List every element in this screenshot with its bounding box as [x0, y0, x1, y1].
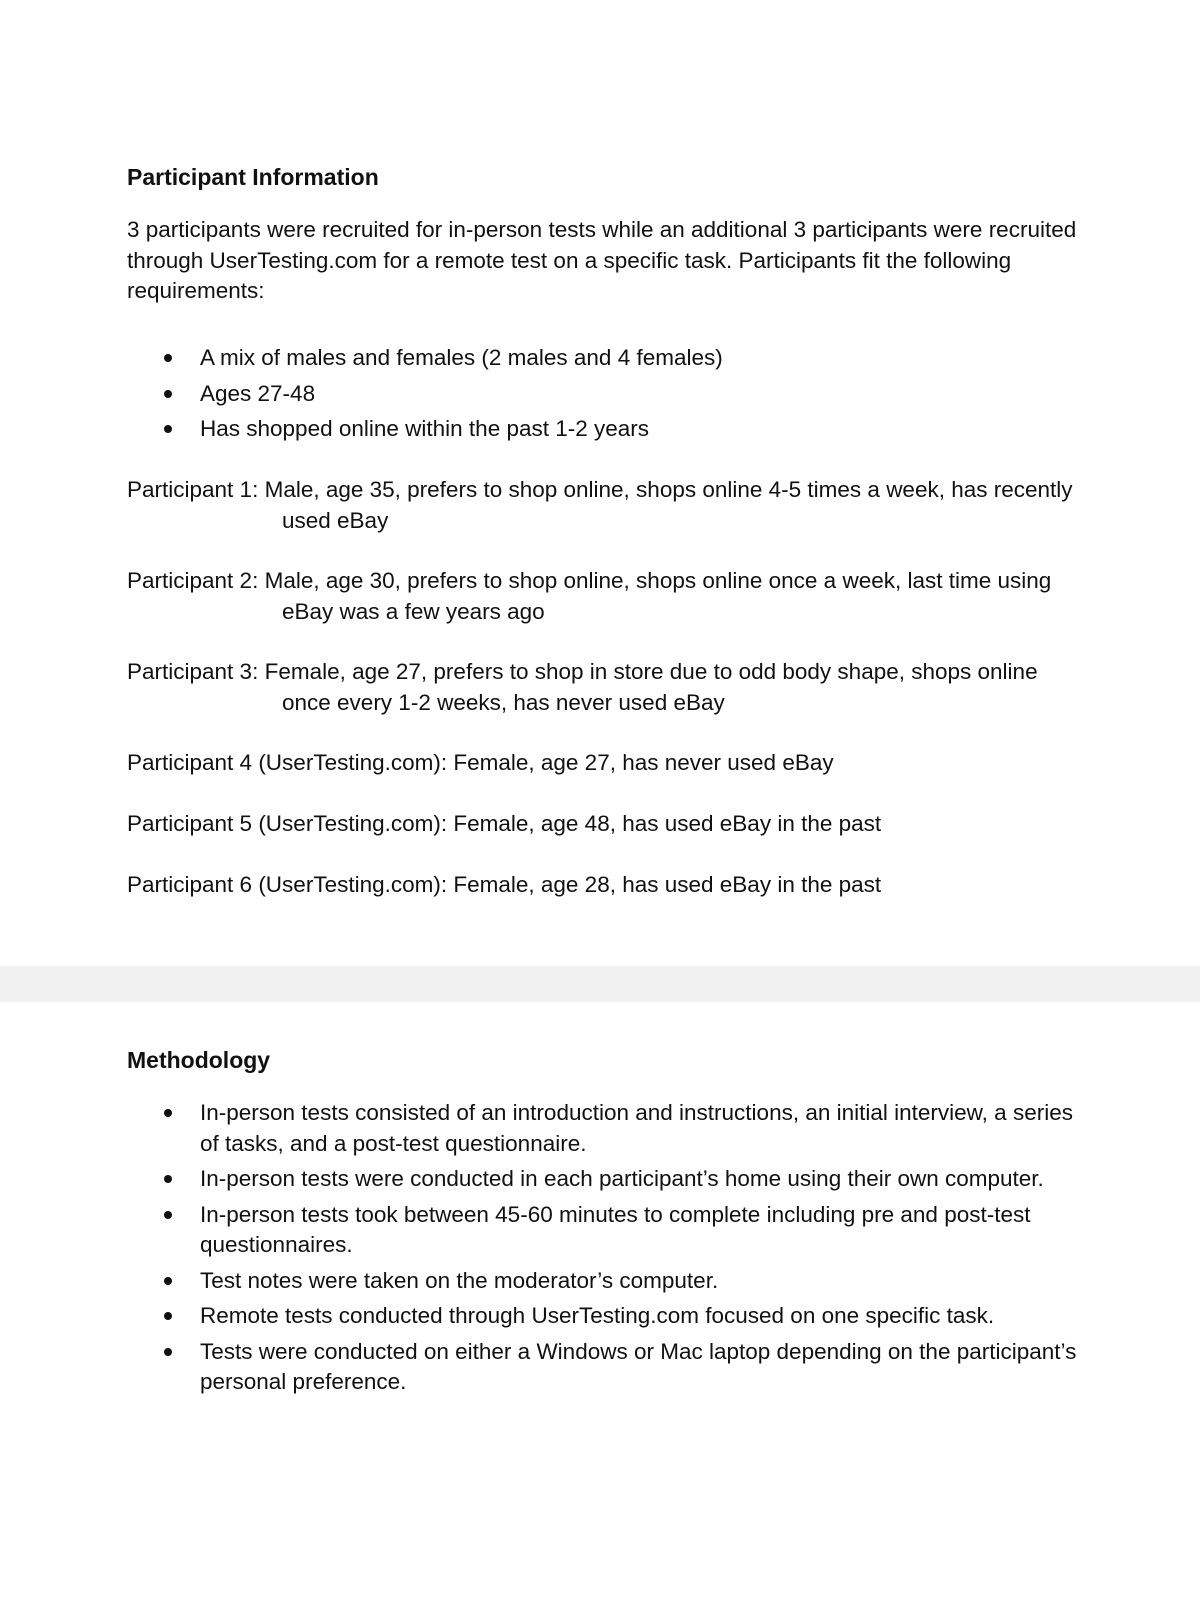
bullet-icon: [164, 425, 172, 433]
bullet-icon: [164, 1277, 172, 1285]
methodology-item: [127, 1200, 1087, 1261]
methodology-item: [127, 1098, 1087, 1159]
requirement-text: Has shopped online within the past 1-2 years: [200, 416, 650, 441]
requirement-item: [127, 379, 1087, 410]
requirements-list: [127, 343, 1087, 445]
participant-6-description: Participant 6 (UserTesting.com): Female, age 28, has used eBay in the past: [127, 872, 882, 897]
participant-intro-paragraph: 3 participants were recruited for in-person tests while an additional 3 participants were recruited through UserTesting.com for a remote test on a specific task. Participants fit the following requirements:: [127, 217, 1077, 303]
bullet-icon: [164, 1109, 172, 1117]
methodology-item: [127, 1337, 1087, 1398]
document-page-2: [0, 1002, 1200, 1600]
methodology-heading: Methodology: [127, 1047, 271, 1073]
requirement-item: [127, 343, 1087, 374]
bullet-icon: [164, 354, 172, 362]
methodology-item: [127, 1266, 1087, 1297]
participant-4-description: Participant 4 (UserTesting.com): Female, age 27, has never used eBay: [127, 750, 834, 775]
methodology-item: [127, 1301, 1087, 1332]
bullet-icon: [164, 1312, 172, 1320]
bullet-icon: [164, 1175, 172, 1183]
methodology-text: Remote tests conducted through UserTesting.com focused on one specific task.: [200, 1303, 995, 1328]
requirement-item: [127, 414, 1087, 445]
participant-2-description: Participant 2: Male, age 30, prefers to shop online, shops online once a week, last time using eBay was a few years ago: [127, 568, 1052, 624]
bullet-icon: [164, 390, 172, 398]
methodology-text: In-person tests consisted of an introduction and instructions, an initial interview, a series of tasks, and a post-test questionnaire.: [200, 1100, 1073, 1156]
methodology-list: [127, 1098, 1087, 1398]
bullet-icon: [164, 1211, 172, 1219]
requirement-text: Ages 27-48: [200, 380, 316, 406]
participant-information-heading: Participant Information: [127, 164, 379, 190]
participant-3-description: Participant 3: Female, age 27, prefers to shop in store due to odd body shape, shops online once every 1-2 weeks, has never used eBay: [127, 659, 1038, 715]
methodology-text: In-person tests were conducted in each participant’s home using their own computer.: [200, 1166, 1044, 1191]
page-separator: [0, 966, 1200, 1002]
bullet-icon: [164, 1348, 172, 1356]
participant-5-description: Participant 5 (UserTesting.com): Female, age 48, has used eBay in the past: [127, 811, 882, 836]
methodology-text: Test notes were taken on the moderator’s computer.: [200, 1267, 719, 1293]
requirement-text: A mix of males and females (2 males and 4 females): [200, 345, 723, 370]
methodology-item: [127, 1164, 1087, 1195]
methodology-text: Tests were conducted on either a Windows or Mac laptop depending on the participant’s personal preference.: [200, 1338, 1077, 1394]
methodology-text: In-person tests took between 45-60 minutes to complete including pre and post-test questionnaires.: [200, 1201, 1031, 1257]
participant-1-description: Participant 1: Male, age 35, prefers to shop online, shops online 4-5 times a week, has recently used eBay: [127, 477, 1073, 533]
